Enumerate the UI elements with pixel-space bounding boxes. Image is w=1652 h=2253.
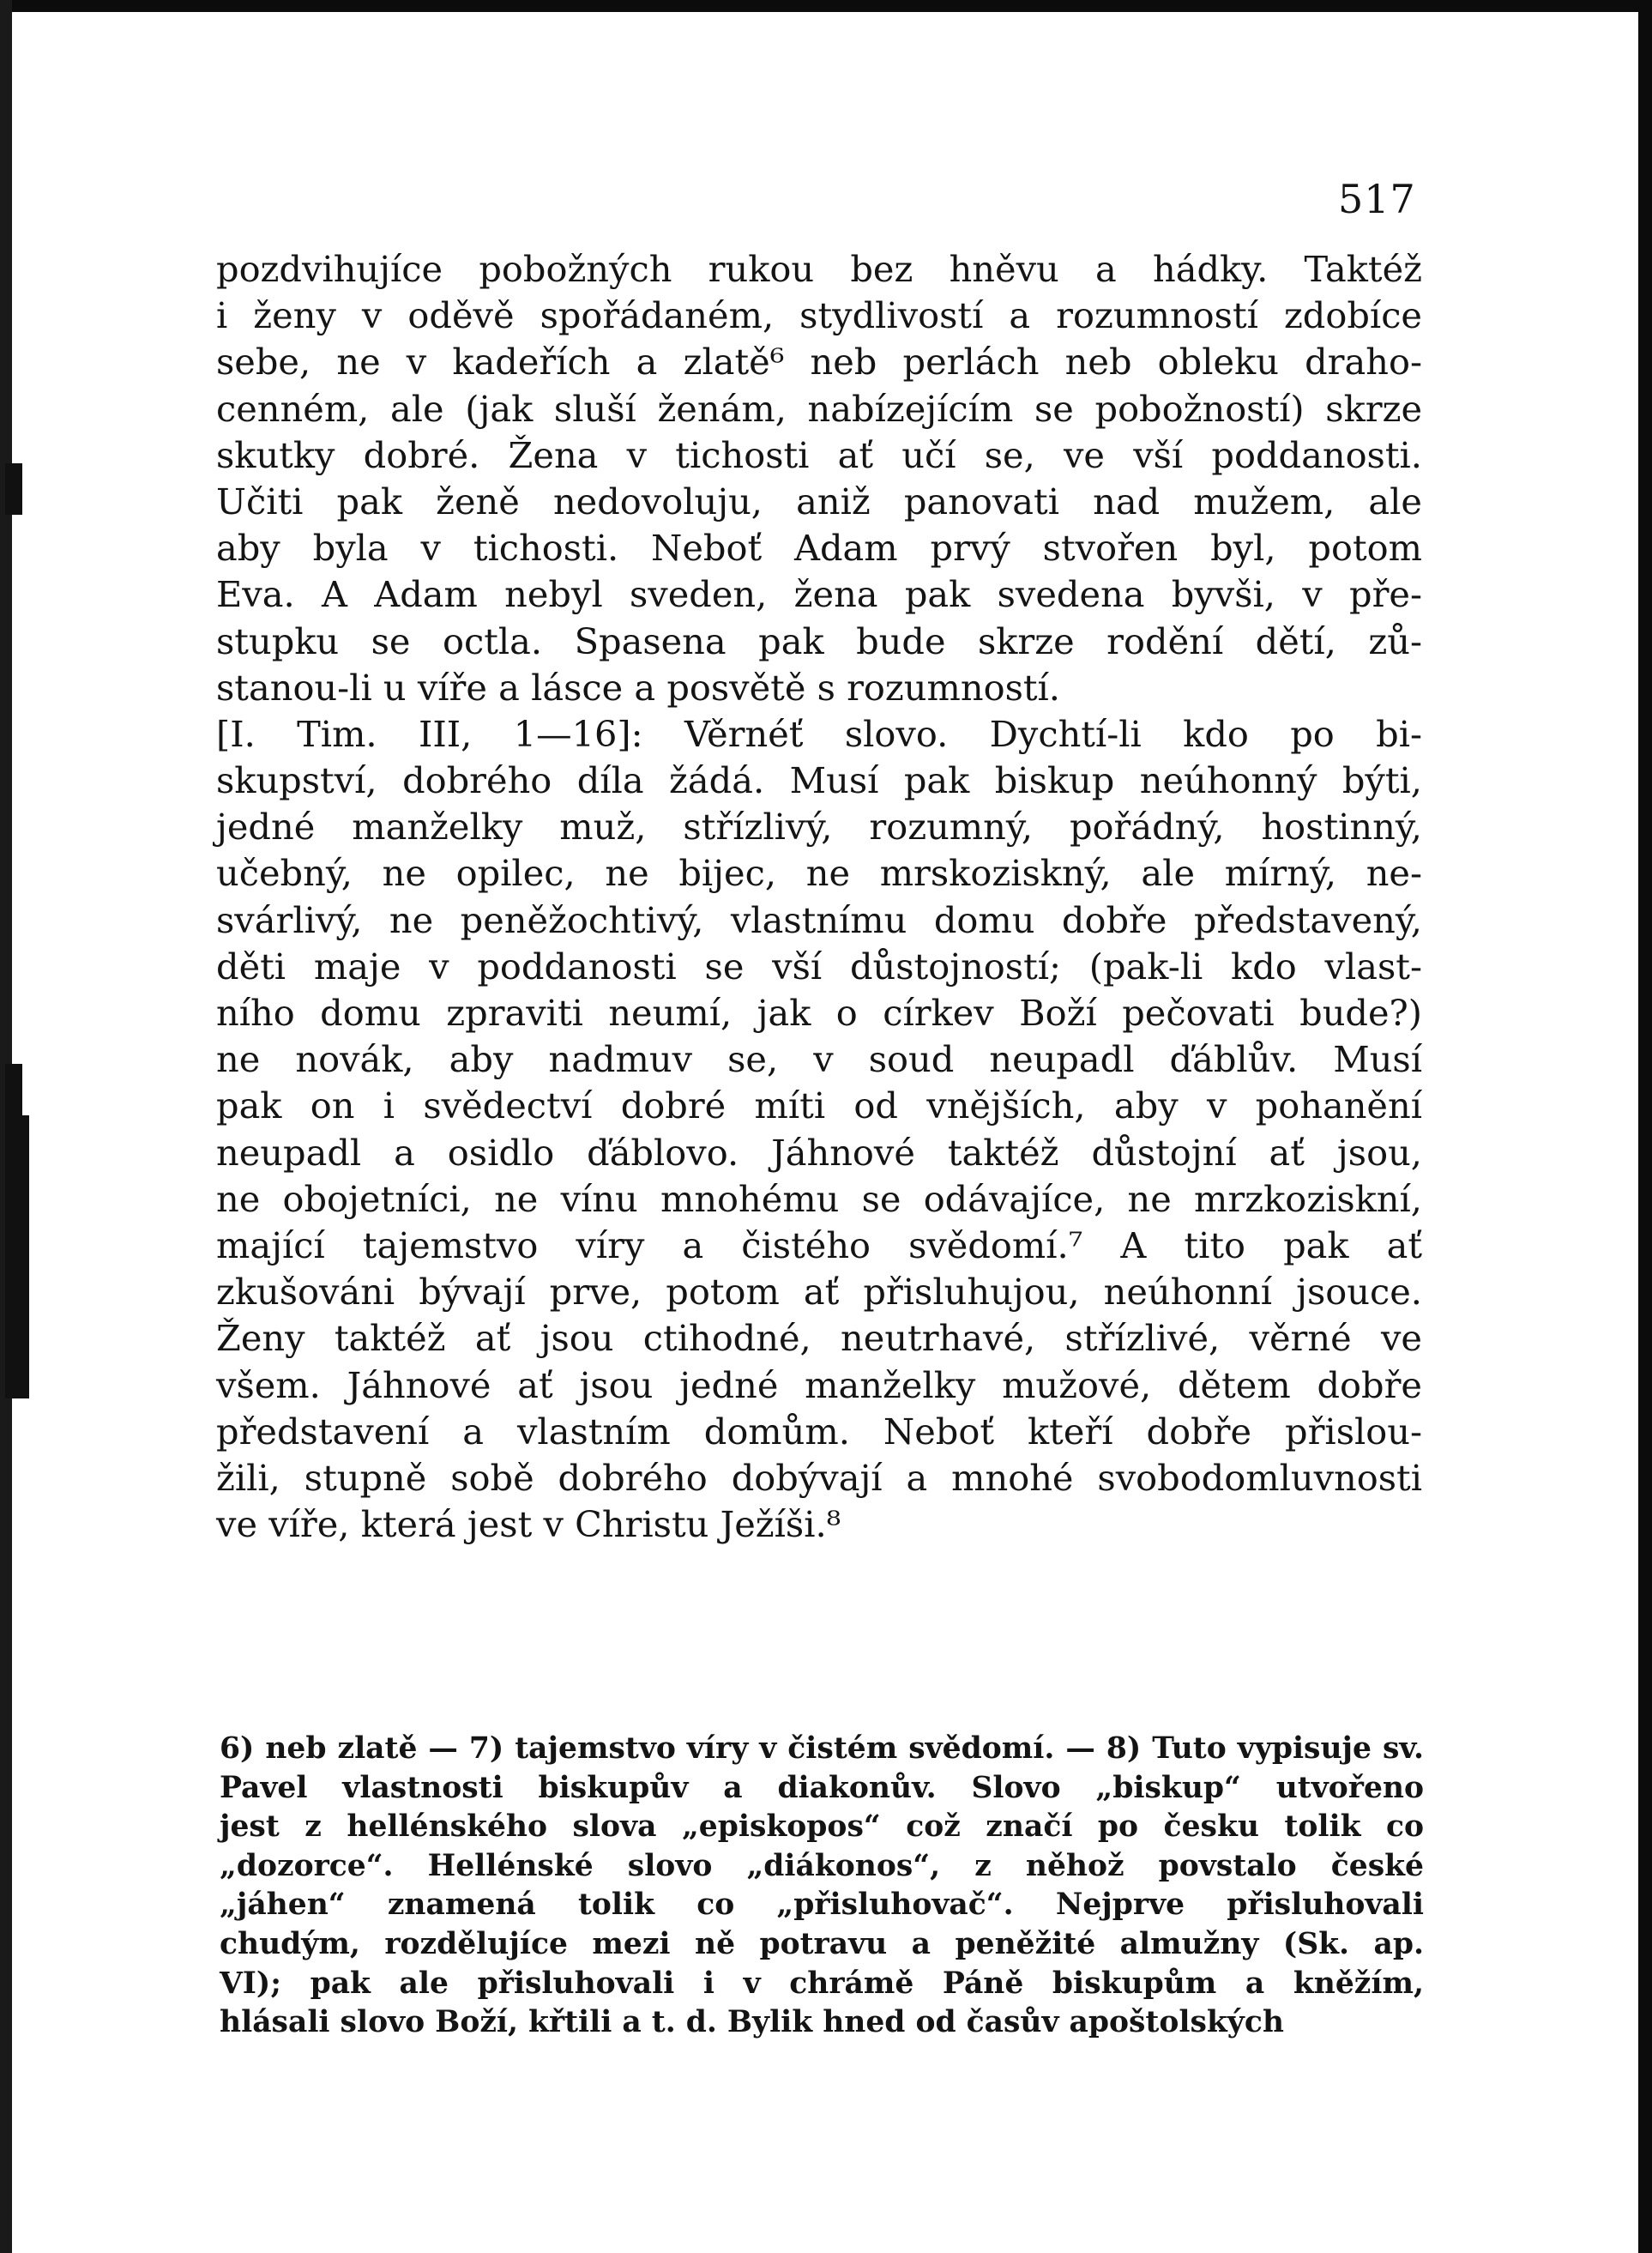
text-line: aby byla v tichosti. Neboť Adam prvý stvořen byl, potom	[216, 527, 1422, 570]
text-line: neupadl a osidlo ďáblovo. Jáhnové taktéž důstojní ať jsou,	[216, 1131, 1422, 1174]
text-line: pak on i svědectví dobré míti od vnějších, aby v pohanění	[216, 1084, 1422, 1127]
footnote-line: jest z hellénského slova „episkopos“ což značí po česku tolik co	[220, 1809, 1424, 1845]
text-line: mající tajemstvo víry a čistého svědomí.⁷ A tito pak ať	[216, 1223, 1422, 1266]
text-line: Eva. A Adam nebyl sveden, žena pak svedena byvši, v pře-	[216, 573, 1422, 616]
text-line: představení a vlastním domům. Neboť kteří dobře přislou-	[216, 1410, 1422, 1453]
text-line: pozdvihujíce pobožných rukou bez hněvu a hádky. Taktéž	[216, 248, 1422, 290]
text-line: sebe, ne v kadeřích a zlatě⁶ neb perlách neb obleku draho-	[216, 341, 1422, 384]
page-number: 517	[1338, 176, 1416, 222]
text-line: zkušováni bývají prve, potom ať přisluhujou, neúhonní jsouce.	[216, 1271, 1422, 1314]
text-line: děti maje v poddanosti se vší důstojností; (pak-li kdo vlast-	[216, 945, 1422, 988]
text-line: [I. Tim. III, 1—16]: Věrnéť slovo. Dychtí-li kdo po bi-	[216, 712, 1422, 755]
text-line: i ženy v oděvě spořádaném, stydlivostí a rozumností zdobíce	[216, 294, 1422, 337]
text-line: ve víře, která jest v Christu Ježíši.⁸	[216, 1503, 841, 1546]
scan-edge-mark	[5, 463, 22, 515]
text-line: žili, stupně sobě dobrého dobývají a mnohé svobodomluvnosti	[216, 1456, 1422, 1499]
footnotes	[220, 1730, 1424, 2043]
scan-edge-mark	[5, 1115, 29, 1398]
footnote-line: Pavel vlastnosti biskupův a diakonův. Slovo „biskup“ utvořeno	[220, 1770, 1424, 1805]
footnote-line: „dozorce“. Hellénské slovo „diákonos“, z něhož povstalo české	[220, 1848, 1424, 1883]
text-line: skutky dobré. Žena v tichosti ať učí se, ve vší poddanosti.	[216, 433, 1422, 476]
text-line: učebný, ne opilec, ne bijec, ne mrskoziskný, ale mírný, ne-	[216, 852, 1422, 895]
scan-border-top	[0, 0, 1652, 12]
main-text	[216, 246, 1422, 1548]
text-line: skupství, dobrého díla žádá. Musí pak biskup neúhonný býti,	[216, 759, 1422, 802]
footnote-line: hlásali slovo Boží, křtili a t. d. Bylik hned od časův apoštolských	[220, 2005, 1284, 2040]
scan-border-right	[1638, 0, 1652, 2253]
text-line: svárlivý, ne peněžochtivý, vlastnímu domu dobře představený,	[216, 898, 1422, 941]
text-line: Ženy taktéž ať jsou ctihodné, neutrhavé, střízlivé, věrné ve	[216, 1317, 1422, 1360]
text-line: stanou-li u víře a lásce a posvětě s rozumností.	[216, 666, 1061, 709]
footnote-line: „jáhen“ znamená tolik co „přisluhovač“. Nejprve přisluhovali	[220, 1888, 1424, 1923]
text-line: jedné manželky muž, střízlivý, rozumný, pořádný, hostinný,	[216, 806, 1422, 849]
footnote-line: VI); pak ale přisluhovali i v chrámě Páně biskupům a kněžím,	[220, 1966, 1424, 2001]
text-line: Učiti pak ženě nedovoluju, aniž panovati nad mužem, ale	[216, 480, 1422, 522]
footnote-line: 6) neb zlatě — 7) tajemstvo víry v čistém svědomí. — 8) Tuto vypisuje sv.	[220, 1731, 1424, 1766]
text-line: stupku se octla. Spasena pak bude skrze rodění dětí, zů-	[216, 619, 1422, 662]
text-line: ne novák, aby nadmuv se, v soud neupadl ďáblův. Musí	[216, 1038, 1422, 1081]
footnote-line: chudým, rozdělujíce mezi ně potravu a peněžité almužny (Sk. ap.	[220, 1926, 1424, 1961]
text-line: cenném, ale (jak sluší ženám, nabízejícím se pobožností) skrze	[216, 387, 1422, 430]
text-line: ne obojetníci, ne vínu mnohému se odávajíce, ne mrzkoziskní,	[216, 1177, 1422, 1220]
text-line: ního domu zpraviti neumí, jak o církev Boží pečovati bude?)	[216, 992, 1422, 1034]
text-line: všem. Jáhnové ať jsou jedné manželky mužové, dětem dobře	[216, 1363, 1422, 1406]
